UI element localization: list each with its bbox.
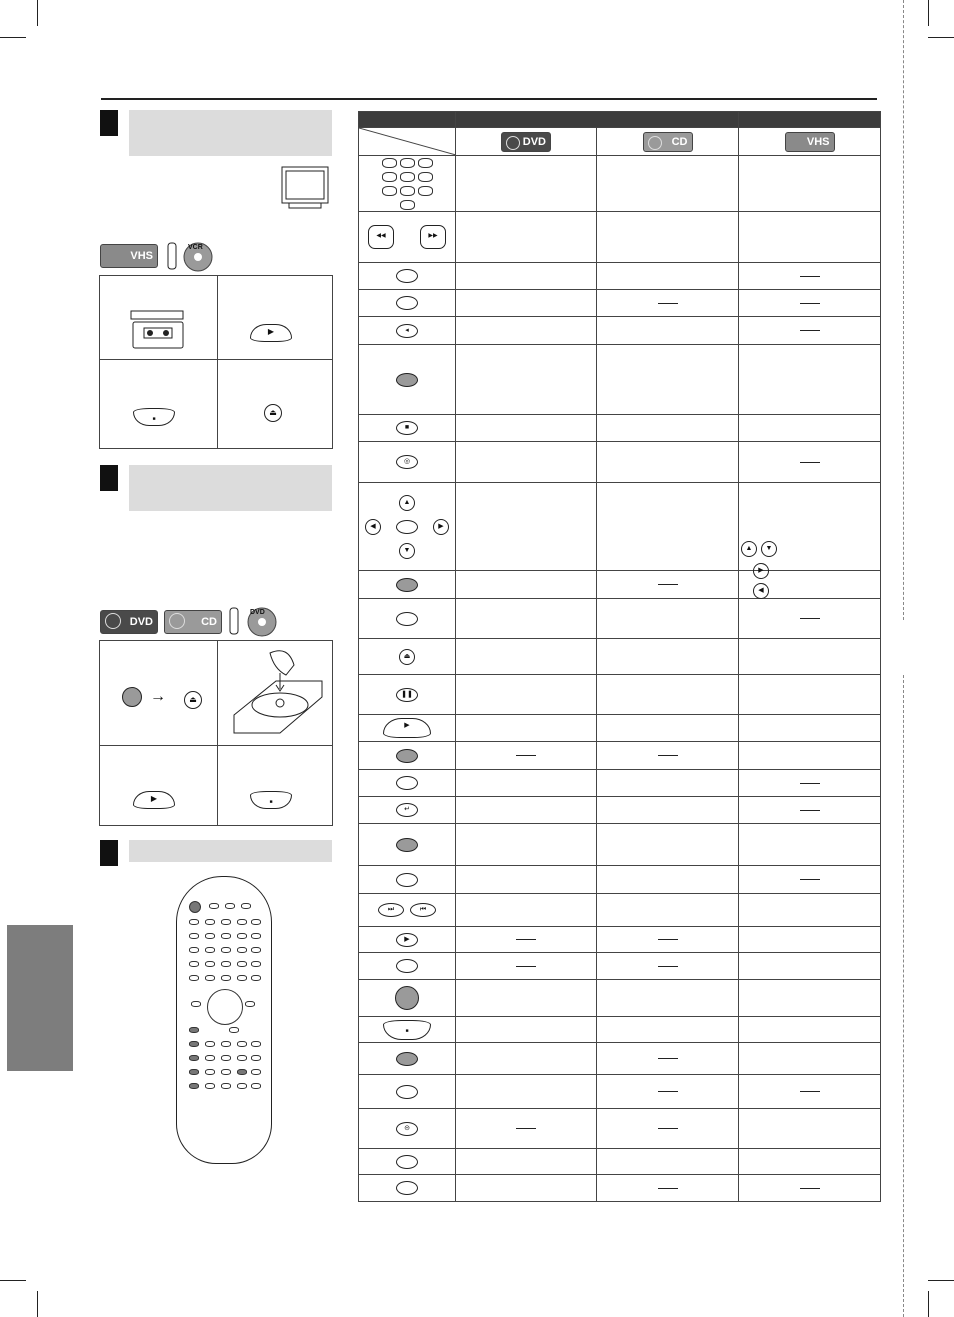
cd-badge: CD bbox=[164, 610, 222, 634]
dvd-cell bbox=[456, 263, 597, 290]
vhs-cell bbox=[739, 1109, 881, 1149]
cd-cell bbox=[597, 415, 739, 442]
vhs-cell: ▲ ▼ ▶ ◀ bbox=[739, 483, 881, 571]
dvd-cell bbox=[456, 317, 597, 345]
crop-mark bbox=[37, 1291, 38, 1317]
dvd-cell bbox=[456, 866, 597, 894]
table-row bbox=[359, 927, 881, 953]
vhs-cell bbox=[739, 675, 881, 715]
cd-cell bbox=[597, 483, 739, 571]
button-icon-cell bbox=[359, 1109, 456, 1149]
button-icon-cell bbox=[359, 1075, 456, 1109]
tv-icon bbox=[281, 166, 329, 210]
button-icon-cell bbox=[359, 639, 456, 675]
button-icon-cell bbox=[359, 317, 456, 345]
cd-cell bbox=[597, 1043, 739, 1075]
table-row bbox=[359, 980, 881, 1017]
dvd-cell bbox=[456, 770, 597, 797]
vhs-cell bbox=[739, 866, 881, 894]
not-applicable-dash bbox=[658, 1091, 678, 1092]
cd-cell bbox=[597, 797, 739, 824]
dvd-cell bbox=[456, 953, 597, 980]
vhs-cell bbox=[739, 212, 881, 263]
vhs-cell bbox=[739, 345, 881, 415]
square-button-icon: ■ bbox=[359, 421, 455, 435]
button-icon-cell bbox=[359, 1149, 456, 1175]
vhs-cell bbox=[739, 797, 881, 824]
dvd-cell bbox=[456, 345, 597, 415]
vhs-cell bbox=[739, 824, 881, 866]
remote-power-button[interactable] bbox=[189, 901, 201, 913]
vhs-column-header bbox=[739, 128, 881, 156]
oval-button-icon bbox=[359, 873, 455, 887]
vhs-cell bbox=[739, 894, 881, 927]
table-row bbox=[359, 1075, 881, 1109]
not-applicable-dash bbox=[800, 462, 820, 463]
vhs-cell bbox=[739, 599, 881, 639]
cd-cell bbox=[597, 1017, 739, 1043]
table-row bbox=[359, 797, 881, 824]
oval-button-icon bbox=[359, 1085, 455, 1099]
slow-button-icon: ▶ bbox=[359, 933, 455, 947]
section-number bbox=[100, 465, 118, 491]
table-row bbox=[359, 1017, 881, 1043]
dvd-cell bbox=[456, 156, 597, 212]
not-applicable-dash bbox=[800, 783, 820, 784]
dvd-cell bbox=[456, 1075, 597, 1109]
vhs-cell bbox=[739, 1017, 881, 1043]
return-button-icon: ↵ bbox=[359, 803, 455, 817]
table-row bbox=[359, 894, 881, 927]
dvd-cell bbox=[456, 675, 597, 715]
button-icon-cell bbox=[359, 927, 456, 953]
dvd-cell bbox=[456, 742, 597, 770]
table-header-cell bbox=[359, 112, 456, 128]
button-icon-cell bbox=[359, 483, 456, 571]
table-header-cell bbox=[739, 112, 881, 128]
play-button[interactable] bbox=[250, 324, 292, 342]
play-button-icon: ▶ bbox=[359, 718, 455, 738]
button-icon-cell bbox=[359, 953, 456, 980]
cd-cell bbox=[597, 980, 739, 1017]
table-row bbox=[359, 345, 881, 415]
table-row bbox=[359, 156, 881, 212]
button-icon-cell bbox=[359, 1043, 456, 1075]
stop-icon: ■ bbox=[152, 416, 156, 422]
dvd-cell bbox=[456, 715, 597, 742]
stop-button-icon: ■ bbox=[359, 1020, 455, 1040]
cd-cell bbox=[597, 927, 739, 953]
cd-column-header bbox=[597, 128, 739, 156]
button-icon-cell bbox=[359, 894, 456, 927]
cd-cell bbox=[597, 599, 739, 639]
cd-cell bbox=[597, 212, 739, 263]
not-applicable-dash bbox=[800, 810, 820, 811]
cursor-pad-icon: ▲ ◀ ▶ ▼ bbox=[359, 487, 455, 567]
oval-button-icon bbox=[359, 1181, 455, 1195]
dvd-cell bbox=[456, 212, 597, 263]
vhs-cell bbox=[739, 980, 881, 1017]
button-icon-cell bbox=[359, 263, 456, 290]
not-applicable-dash bbox=[516, 755, 536, 756]
dvd-cell bbox=[456, 1017, 597, 1043]
not-applicable-dash bbox=[800, 618, 820, 619]
table-row bbox=[359, 1175, 881, 1202]
dvd-cell bbox=[456, 1149, 597, 1175]
vcr-dvd-switch-icon bbox=[228, 607, 284, 637]
button-icon-cell bbox=[359, 797, 456, 824]
not-applicable-dash bbox=[800, 1091, 820, 1092]
table-row bbox=[359, 675, 881, 715]
table-row bbox=[359, 953, 881, 980]
table-header-cell bbox=[456, 112, 739, 128]
not-applicable-dash bbox=[658, 1188, 678, 1189]
gray-oval-button-icon bbox=[359, 578, 455, 592]
dvd-cell bbox=[456, 290, 597, 317]
vhs-cell bbox=[739, 953, 881, 980]
dvd-cell bbox=[456, 1109, 597, 1149]
vhs-cell bbox=[739, 415, 881, 442]
cd-cell bbox=[597, 1175, 739, 1202]
table-row bbox=[359, 483, 881, 571]
fold-line bbox=[903, 675, 905, 1317]
button-icon-cell bbox=[359, 345, 456, 415]
table-row bbox=[359, 866, 881, 894]
not-applicable-dash bbox=[516, 939, 536, 940]
table-row bbox=[359, 317, 881, 345]
audio-button-icon: ◂ bbox=[359, 324, 455, 338]
oval-button-icon bbox=[359, 296, 455, 310]
not-applicable-dash bbox=[800, 303, 820, 304]
vhs-cell bbox=[739, 571, 881, 599]
section-number bbox=[100, 110, 118, 136]
dvd-cell bbox=[456, 571, 597, 599]
number-keys-icon bbox=[359, 158, 455, 210]
not-applicable-dash bbox=[658, 966, 678, 967]
not-applicable-dash bbox=[658, 584, 678, 585]
table-row bbox=[359, 571, 881, 599]
button-icon-cell bbox=[359, 212, 456, 263]
button-icon-cell bbox=[359, 675, 456, 715]
button-icon-cell bbox=[359, 1017, 456, 1043]
button-icon-cell bbox=[359, 1175, 456, 1202]
vhs-cell bbox=[739, 156, 881, 212]
crop-mark bbox=[0, 37, 26, 38]
stop-icon: ■ bbox=[269, 799, 273, 805]
oval-button-icon bbox=[359, 612, 455, 626]
crop-mark bbox=[928, 1280, 954, 1281]
cd-cell bbox=[597, 290, 739, 317]
fold-line bbox=[903, 0, 905, 620]
oval-button-icon bbox=[359, 776, 455, 790]
skip-buttons-icon: ⏭ ⏮ bbox=[359, 903, 455, 917]
vcr-dvd-button-icon: ⊝ bbox=[359, 1122, 455, 1136]
vhs-steps-grid bbox=[99, 275, 333, 449]
not-applicable-dash bbox=[658, 303, 678, 304]
dvd-cell bbox=[456, 797, 597, 824]
button-icon-cell bbox=[359, 442, 456, 483]
vhs-cell bbox=[739, 770, 881, 797]
button-icon-cell bbox=[359, 571, 456, 599]
table-row bbox=[359, 715, 881, 742]
rewind-forward-icon: ◀◀ ▶▶ bbox=[359, 225, 455, 249]
button-icon-cell bbox=[359, 156, 456, 212]
vcr-dvd-switch-icon bbox=[166, 242, 218, 272]
vhs-cell bbox=[739, 1149, 881, 1175]
dvd-cell bbox=[456, 483, 597, 571]
table-row bbox=[359, 1043, 881, 1075]
eject-button[interactable] bbox=[184, 691, 202, 709]
not-applicable-dash bbox=[800, 879, 820, 880]
eject-button[interactable] bbox=[264, 404, 282, 422]
table-row bbox=[359, 1149, 881, 1175]
section-number bbox=[100, 840, 118, 866]
dvd-cell bbox=[456, 927, 597, 953]
cd-cell bbox=[597, 317, 739, 345]
vhs-cell bbox=[739, 317, 881, 345]
cd-cell bbox=[597, 866, 739, 894]
target-button-icon: ◎ bbox=[359, 455, 455, 469]
button-icon-cell bbox=[359, 715, 456, 742]
cd-cell bbox=[597, 1075, 739, 1109]
table-row bbox=[359, 442, 881, 483]
dvd-cell bbox=[456, 980, 597, 1017]
dvd-cell bbox=[456, 599, 597, 639]
table-row bbox=[359, 742, 881, 770]
dvd-cell bbox=[456, 1043, 597, 1075]
vhs-cell bbox=[739, 263, 881, 290]
not-applicable-dash bbox=[800, 276, 820, 277]
remote-cursor-pad[interactable] bbox=[207, 989, 243, 1025]
cd-cell bbox=[597, 953, 739, 980]
gray-oval-button-icon bbox=[359, 1052, 455, 1066]
cd-cell bbox=[597, 345, 739, 415]
crop-mark bbox=[928, 37, 954, 38]
vhs-cell bbox=[739, 715, 881, 742]
cd-cell bbox=[597, 156, 739, 212]
dvd-cell bbox=[456, 824, 597, 866]
button-function-table bbox=[358, 111, 881, 1202]
button-icon-cell bbox=[359, 824, 456, 866]
table-row bbox=[359, 824, 881, 866]
power-button[interactable] bbox=[122, 687, 142, 707]
dvd-column-header bbox=[456, 128, 597, 156]
not-applicable-dash bbox=[658, 755, 678, 756]
crop-mark bbox=[928, 0, 929, 26]
table-corner-cell bbox=[359, 128, 456, 156]
vhs-cell bbox=[739, 927, 881, 953]
cd-cell bbox=[597, 1109, 739, 1149]
crop-mark bbox=[0, 1280, 26, 1281]
dvd-cell bbox=[456, 442, 597, 483]
table-row bbox=[359, 290, 881, 317]
crop-mark bbox=[928, 1291, 929, 1317]
cd-cell bbox=[597, 571, 739, 599]
dvd-cell bbox=[456, 894, 597, 927]
cassette-insert-icon bbox=[128, 310, 188, 350]
side-tab bbox=[7, 925, 73, 1071]
remote-control bbox=[176, 876, 272, 1164]
table-row bbox=[359, 1109, 881, 1149]
play-icon: ▶ bbox=[150, 794, 158, 803]
cd-cell bbox=[597, 824, 739, 866]
vhs-cell bbox=[739, 1075, 881, 1109]
disc-steps-grid bbox=[99, 640, 333, 826]
table-row bbox=[359, 770, 881, 797]
oval-button-icon bbox=[359, 269, 455, 283]
not-applicable-dash bbox=[800, 330, 820, 331]
section-title-band bbox=[129, 110, 332, 156]
not-applicable-dash bbox=[516, 966, 536, 967]
dvd-cell bbox=[456, 415, 597, 442]
cd-cell bbox=[597, 639, 739, 675]
table-row bbox=[359, 639, 881, 675]
eject-icon: ⏏ bbox=[269, 408, 277, 417]
section-title-band bbox=[129, 465, 332, 511]
dvd-cell bbox=[456, 1175, 597, 1202]
play-icon: ▶ bbox=[267, 327, 275, 336]
stop-button[interactable] bbox=[133, 408, 175, 426]
dvd-badge: DVD bbox=[501, 132, 551, 152]
dvd-badge: DVD bbox=[100, 610, 158, 634]
button-icon-cell bbox=[359, 599, 456, 639]
cd-cell bbox=[597, 742, 739, 770]
stop-button[interactable] bbox=[250, 791, 292, 809]
table-row bbox=[359, 212, 881, 263]
cd-cell bbox=[597, 894, 739, 927]
vhs-cell bbox=[739, 742, 881, 770]
oval-button-icon bbox=[359, 1155, 455, 1169]
vhs-badge: VHS bbox=[100, 244, 158, 268]
cd-cell bbox=[597, 1149, 739, 1175]
section-title-band bbox=[129, 840, 332, 862]
vhs-cell bbox=[739, 639, 881, 675]
oval-button-icon bbox=[359, 959, 455, 973]
vhs-cell bbox=[739, 290, 881, 317]
vhs-cell bbox=[739, 1175, 881, 1202]
button-icon-cell bbox=[359, 980, 456, 1017]
table-row bbox=[359, 599, 881, 639]
not-applicable-dash bbox=[800, 1188, 820, 1189]
cd-cell bbox=[597, 715, 739, 742]
table-row bbox=[359, 415, 881, 442]
vcr-tag: VCR bbox=[188, 244, 203, 251]
cd-cell bbox=[597, 442, 739, 483]
not-applicable-dash bbox=[658, 1128, 678, 1129]
eject-button-icon: ⏏ bbox=[359, 649, 455, 665]
not-applicable-dash bbox=[658, 1058, 678, 1059]
header-rule bbox=[101, 98, 877, 100]
eject-icon: ⏏ bbox=[189, 695, 197, 704]
play-button[interactable] bbox=[133, 791, 175, 809]
not-applicable-dash bbox=[516, 1128, 536, 1129]
cd-cell bbox=[597, 263, 739, 290]
dvd-cell bbox=[456, 639, 597, 675]
cd-badge: CD bbox=[643, 132, 693, 152]
not-applicable-dash bbox=[658, 939, 678, 940]
button-icon-cell bbox=[359, 866, 456, 894]
vhs-cell bbox=[739, 442, 881, 483]
cd-cell bbox=[597, 770, 739, 797]
power-button-icon bbox=[359, 986, 455, 1010]
pause-button-icon: ❚❚ bbox=[359, 688, 455, 702]
button-icon-cell bbox=[359, 415, 456, 442]
button-icon-cell bbox=[359, 770, 456, 797]
dvd-tag: DVD bbox=[250, 609, 265, 616]
vhs-cell bbox=[739, 1043, 881, 1075]
button-icon-cell bbox=[359, 290, 456, 317]
disc-loading-icon bbox=[230, 645, 326, 737]
gray-oval-button-icon bbox=[359, 838, 455, 852]
arrow-icon: → bbox=[150, 688, 166, 705]
gray-oval-button-icon bbox=[359, 749, 455, 763]
vhs-badge: VHS bbox=[785, 132, 835, 152]
crop-mark bbox=[37, 0, 38, 26]
cd-cell bbox=[597, 675, 739, 715]
gray-oval-button-icon bbox=[359, 373, 455, 387]
button-icon-cell bbox=[359, 742, 456, 770]
table-row bbox=[359, 263, 881, 290]
